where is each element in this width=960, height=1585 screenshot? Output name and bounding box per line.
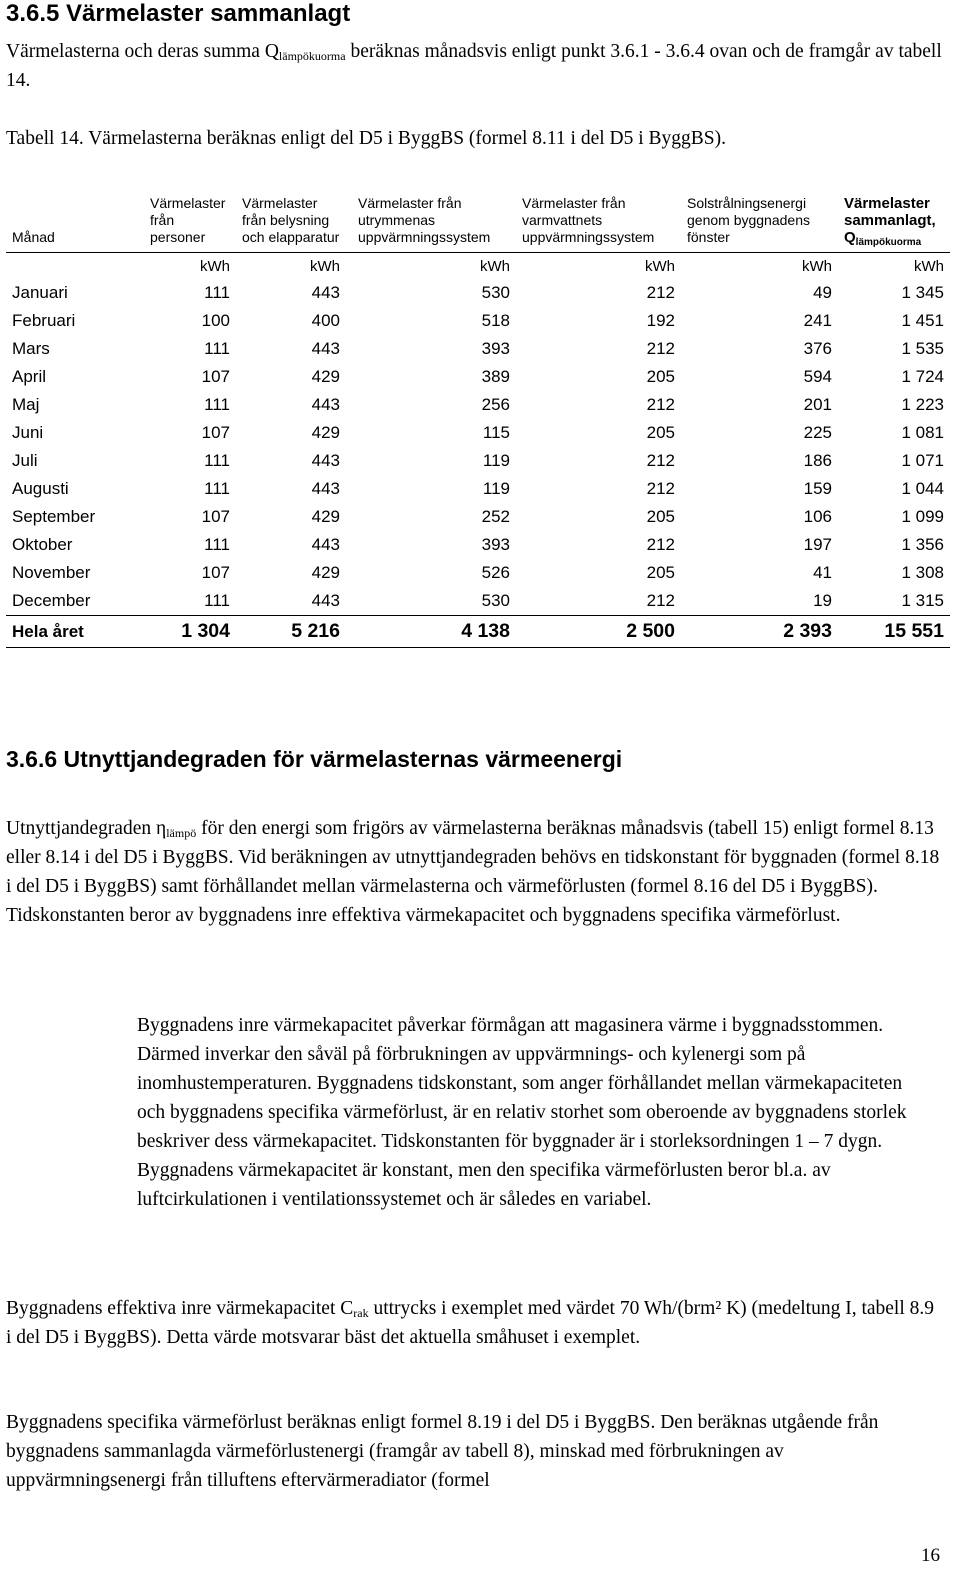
units-blank xyxy=(6,253,128,280)
value-cell: 530 xyxy=(481,591,510,610)
value-cell: 205 xyxy=(646,367,675,386)
value-cell: 443 xyxy=(311,479,340,498)
value-cell: 205 xyxy=(646,507,675,526)
intro-paragraph xyxy=(6,37,946,95)
total-cell: 5 216 xyxy=(236,616,346,648)
value-cell: 111 xyxy=(204,479,230,498)
value-cell: 1 345 xyxy=(901,283,944,302)
para2-text-start: Byggnadens effektiva inre värmekapacitet C xyxy=(6,1298,354,1319)
table-row xyxy=(6,447,950,475)
value-cell: 526 xyxy=(481,563,510,582)
value-cell: 518 xyxy=(481,311,510,330)
intro-text-start: Värmelasterna och deras summa Q xyxy=(6,41,279,62)
table-caption: Tabell 14. Värmelasterna beräknas enligt del D5 i ByggBS (formel 8.11 i del D5 i ByggBS). xyxy=(6,128,727,149)
capacity-paragraph xyxy=(6,1294,936,1352)
month-cell: Mars xyxy=(12,339,50,358)
value-cell: 225 xyxy=(803,423,832,442)
month-cell: December xyxy=(12,591,91,610)
value-cell: 400 xyxy=(311,311,340,330)
month-cell: Juli xyxy=(12,451,38,470)
value-cell: 159 xyxy=(803,479,832,498)
value-cell: 252 xyxy=(481,507,510,526)
table-row xyxy=(6,419,950,447)
table-row xyxy=(6,475,950,503)
value-cell: 186 xyxy=(803,451,832,470)
total-cell: 15 551 xyxy=(838,616,950,648)
table-row xyxy=(6,587,950,616)
para2-subscript: rak xyxy=(353,1306,369,1320)
value-cell: 192 xyxy=(646,311,675,330)
heat-load-table xyxy=(6,195,950,648)
value-cell: 1 223 xyxy=(901,395,944,414)
header-persons: Värmelaster från personer xyxy=(150,195,226,245)
table-row xyxy=(6,335,950,363)
month-cell: Januari xyxy=(12,283,68,302)
value-cell: 212 xyxy=(646,535,675,554)
value-cell: 1 099 xyxy=(901,507,944,526)
utilization-paragraph xyxy=(6,814,941,930)
value-cell: 212 xyxy=(646,479,675,498)
value-cell: 1 081 xyxy=(901,423,944,442)
header-total xyxy=(838,195,950,253)
header-space-heating: Värmelaster från utrymmenas uppvärmningssystem xyxy=(358,195,491,245)
units-row xyxy=(6,253,950,280)
table-rows xyxy=(6,279,950,616)
value-cell: 41 xyxy=(813,563,832,582)
table-row xyxy=(6,503,950,531)
value-cell: 205 xyxy=(646,423,675,442)
month-cell: Maj xyxy=(12,395,40,414)
value-cell: 1 535 xyxy=(901,339,944,358)
table-row xyxy=(6,307,950,335)
value-cell: 212 xyxy=(646,451,675,470)
value-cell: 1 315 xyxy=(901,591,944,610)
value-cell: 530 xyxy=(481,283,510,302)
value-cell: 107 xyxy=(201,367,230,386)
table-row xyxy=(6,279,950,307)
value-cell: 111 xyxy=(204,395,230,414)
total-cell: 2 500 xyxy=(516,616,681,648)
intro-subscript: lämpökuorma xyxy=(278,49,346,63)
month-cell: November xyxy=(12,563,91,582)
value-cell: 429 xyxy=(311,563,340,582)
para1-text-start: Utnyttjandegraden η xyxy=(6,818,167,839)
value-cell: 115 xyxy=(482,423,510,442)
value-cell: 1 724 xyxy=(901,367,944,386)
value-cell: 376 xyxy=(803,339,832,358)
section2-heading: 3.6.6 Utnyttjandegraden för värmelasternas värmeenergi xyxy=(6,746,623,772)
value-cell: 201 xyxy=(803,395,832,414)
month-cell: Augusti xyxy=(12,479,69,498)
table-header xyxy=(6,195,950,253)
total-cell: 4 138 xyxy=(346,616,516,648)
unit-cell: kWh xyxy=(236,253,346,280)
header-month: Månad xyxy=(12,229,55,245)
total-body xyxy=(6,616,950,648)
value-cell: 429 xyxy=(311,507,340,526)
value-cell: 212 xyxy=(646,283,675,302)
total-cell: 1 304 xyxy=(128,616,236,648)
month-cell: Juni xyxy=(12,423,44,442)
page-number: 16 xyxy=(921,1545,940,1566)
value-cell: 205 xyxy=(646,563,675,582)
value-cell: 1 308 xyxy=(901,563,944,582)
value-cell: 107 xyxy=(201,563,230,582)
value-cell: 443 xyxy=(311,535,340,554)
value-cell: 256 xyxy=(481,395,510,414)
unit-cell: kWh xyxy=(346,253,516,280)
value-cell: 111 xyxy=(204,535,230,554)
value-cell: 111 xyxy=(204,451,230,470)
value-cell: 389 xyxy=(481,367,510,386)
unit-cell: kWh xyxy=(838,253,950,280)
table-row xyxy=(6,559,950,587)
para2-text-end: uttrycks i exemplet med värdet 70 Wh/(brm² K) (medeltung I, tabell 8.9 i del D5 i ByggBS). Detta värde motsvarar bäst det aktuella småhuset i exemplet. xyxy=(6,1298,935,1348)
table-row xyxy=(6,363,950,391)
heat-loss-paragraph: Byggnadens specifika värmeförlust beräknas enligt formel 8.19 i del D5 i ByggBS. Den beräknas utgående från byggnadens sammanlagda värmeförlustenergi (framgår av tabell 8), minskad med förbrukningen av uppvärmningsenergi från tilluftens eftervärmeradiator (formel xyxy=(6,1412,879,1491)
value-cell: 1 044 xyxy=(901,479,944,498)
value-cell: 594 xyxy=(803,367,832,386)
para1-text-end: för den energi som frigörs av värmelasterna beräknas månadsvis (tabell 15) enligt formel 8.13 eller 8.14 i del D5 i ByggBS. Vid beräkningen av utnyttjandegraden behövs en tidskonstant för byggnaden (formel 8.18 i del D5 i ByggBS) samt förhållandet mellan värmelasterna och värmeförlusten (formel 8.16 del D5 i ByggBS). Tidskonstanten beror av byggnadens inre effektiva värmekapacitet och byggnadens specifika värmeförlust. xyxy=(6,818,940,926)
para1-subscript: lämpö xyxy=(166,826,197,840)
value-cell: 443 xyxy=(311,395,340,414)
header-total-label: Värmelaster sammanlagt, Q xyxy=(844,195,936,246)
month-cell: Februari xyxy=(12,311,76,330)
quote-paragraph: Byggnadens inre värmekapacitet påverkar förmågan att magasinera värme i byggnadsstommen. Därmed inverkar den såväl på förbrukningen av uppvärmnings- och kylenergi som på inomhustemperaturen. Byggnadens tidskonstant, som anger förhållandet mellan värmekapaciteten och byggnadens specifika värmeförlust, är en relativ storhet som oberoende av byggnadens storlek beskriver dess värmekapacitet. Tidskonstanten för byggnader är i storleksordningen 1 – 7 dygn. Byggnadens värmekapacitet är konstant, men den specifika värmeförlusten beror bl.a. av luftcirkulationen i ventilationssystemet och är således en variabel. xyxy=(137,1015,907,1210)
value-cell: 106 xyxy=(803,507,832,526)
unit-cell: kWh xyxy=(681,253,838,280)
value-cell: 1 451 xyxy=(901,311,944,330)
table-row xyxy=(6,391,950,419)
total-row xyxy=(6,616,950,648)
intro-text-end: beräknas månadsvis enligt punkt 3.6.1 - 3.6.4 ovan och de framgår av tabell 14. xyxy=(6,41,942,91)
value-cell: 443 xyxy=(311,339,340,358)
value-cell: 443 xyxy=(311,451,340,470)
total-label: Hela året xyxy=(6,616,128,648)
value-cell: 212 xyxy=(646,395,675,414)
value-cell: 111 xyxy=(204,339,230,358)
header-lighting: Värmelaster från belysning och elapparatur xyxy=(242,195,340,245)
value-cell: 111 xyxy=(204,283,230,302)
units-body xyxy=(6,253,950,280)
value-cell: 107 xyxy=(201,423,230,442)
month-cell: September xyxy=(12,507,96,526)
value-cell: 119 xyxy=(482,451,510,470)
section-heading: 3.6.5 Värmelaster sammanlagt xyxy=(6,0,351,27)
value-cell: 241 xyxy=(803,311,832,330)
header-total-subscript: lämpökuorma xyxy=(855,237,922,248)
value-cell: 212 xyxy=(646,591,675,610)
value-cell: 429 xyxy=(311,367,340,386)
unit-cell: kWh xyxy=(516,253,681,280)
month-cell: Oktober xyxy=(12,535,73,554)
value-cell: 19 xyxy=(813,591,832,610)
value-cell: 100 xyxy=(201,311,230,330)
header-hot-water: Värmelaster från varmvattnets uppvärmningssystem xyxy=(522,195,655,245)
value-cell: 443 xyxy=(311,283,340,302)
month-cell: April xyxy=(12,367,47,386)
value-cell: 393 xyxy=(481,535,510,554)
header-solar: Solstrålningsenergi genom byggnadens fönster xyxy=(687,195,810,245)
value-cell: 119 xyxy=(482,479,510,498)
value-cell: 111 xyxy=(204,591,230,610)
table-row xyxy=(6,531,950,559)
value-cell: 107 xyxy=(201,507,230,526)
total-cell: 2 393 xyxy=(681,616,838,648)
value-cell: 197 xyxy=(803,535,832,554)
value-cell: 429 xyxy=(311,423,340,442)
value-cell: 443 xyxy=(311,591,340,610)
unit-cell: kWh xyxy=(128,253,236,280)
value-cell: 393 xyxy=(481,339,510,358)
value-cell: 1 071 xyxy=(901,451,944,470)
value-cell: 212 xyxy=(646,339,675,358)
value-cell: 1 356 xyxy=(901,535,944,554)
value-cell: 49 xyxy=(813,283,832,302)
